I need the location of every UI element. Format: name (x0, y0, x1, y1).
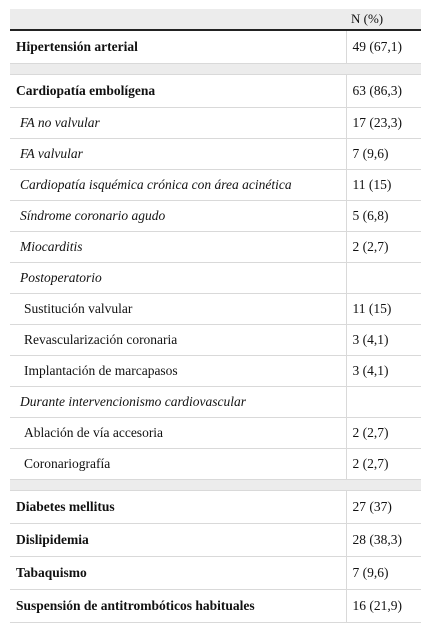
table-row (10, 418, 421, 449)
section-separator (10, 480, 421, 491)
row-label: Sustitución valvular (10, 294, 346, 325)
row-label: Coronariografía (10, 449, 346, 480)
table-row (10, 170, 421, 201)
row-label: Revascularización coronaria (10, 325, 346, 356)
row-label: Hipertensión arterial (10, 30, 346, 64)
row-label: Durante intervencionismo cardiovascular (10, 387, 346, 418)
row-label: Diabetes mellitus (10, 491, 346, 524)
row-value: 11 (15) (346, 170, 421, 201)
table-row (10, 139, 421, 170)
row-label: Síndrome coronario agudo (10, 201, 346, 232)
row-value: 16 (21,9) (346, 590, 421, 623)
row-value: 28 (38,3) (346, 524, 421, 557)
row-value: 49 (67,1) (346, 30, 421, 64)
table-row (10, 263, 421, 294)
table-row (10, 201, 421, 232)
row-value: 7 (9,6) (346, 557, 421, 590)
table-row (10, 325, 421, 356)
table-row (10, 294, 421, 325)
table-row (10, 108, 421, 139)
row-value: 2 (2,7) (346, 418, 421, 449)
row-value: 17 (23,3) (346, 108, 421, 139)
table-row (10, 232, 421, 263)
table-row (10, 491, 421, 524)
row-label: Suspensión de antitrombóticos habituales (10, 590, 346, 623)
row-value: 63 (86,3) (346, 75, 421, 108)
row-label: Tabaquismo (10, 557, 346, 590)
table-row (10, 75, 421, 108)
row-label: Miocarditis (10, 232, 346, 263)
row-value: 27 (37) (346, 491, 421, 524)
table-row (10, 590, 421, 623)
table-row (10, 356, 421, 387)
table-row (10, 30, 421, 64)
table-row (10, 524, 421, 557)
row-label: Postoperatorio (10, 263, 346, 294)
row-value: 3 (4,1) (346, 325, 421, 356)
row-value: 2 (2,7) (346, 449, 421, 480)
row-value: 2 (2,7) (346, 232, 421, 263)
row-label: Cardiopatía embolígena (10, 75, 346, 108)
table-row (10, 557, 421, 590)
row-label: Implantación de marcapasos (10, 356, 346, 387)
table-row (10, 449, 421, 480)
row-value: 11 (15) (346, 294, 421, 325)
row-value: 5 (6,8) (346, 201, 421, 232)
table-header-row (10, 9, 421, 30)
row-label: FA no valvular (10, 108, 346, 139)
row-value: 7 (9,6) (346, 139, 421, 170)
data-table (10, 9, 421, 623)
row-label: Cardiopatía isquémica crónica con área acinética (10, 170, 346, 201)
header-value-cell: N (%) (346, 9, 421, 30)
row-value (346, 263, 421, 294)
row-label: Dislipidemia (10, 524, 346, 557)
row-label: FA valvular (10, 139, 346, 170)
row-value (346, 387, 421, 418)
table-row (10, 387, 421, 418)
row-label: Ablación de vía accesoria (10, 418, 346, 449)
row-value: 3 (4,1) (346, 356, 421, 387)
section-separator (10, 64, 421, 75)
header-label-cell (10, 9, 346, 30)
